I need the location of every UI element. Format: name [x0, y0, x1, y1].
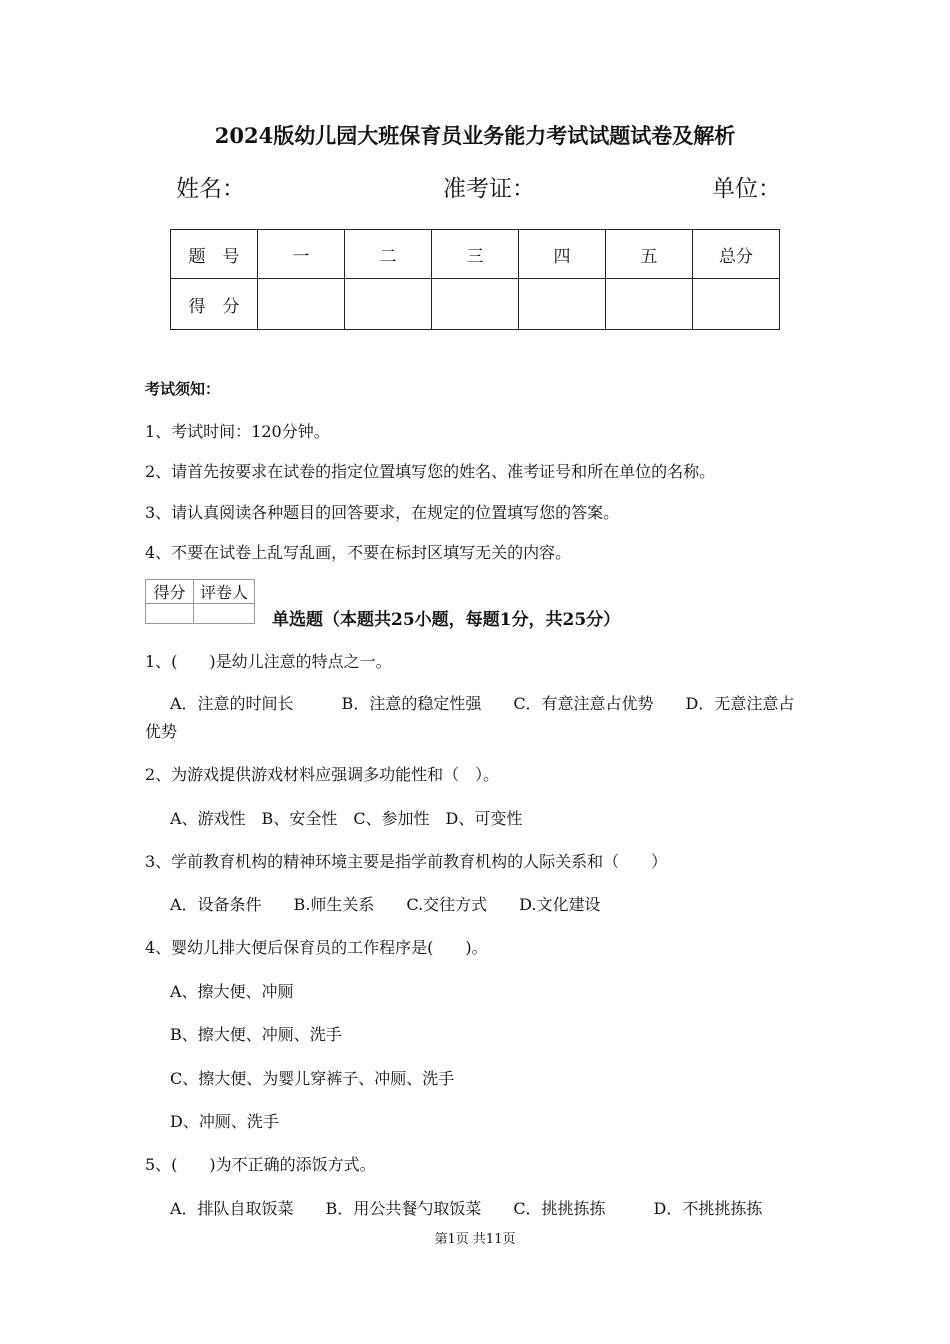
grader-reviewer-cell[interactable]: [194, 604, 255, 624]
score-table-header-cell: 题 号: [171, 230, 258, 279]
score-cell[interactable]: [606, 279, 693, 330]
question-2: 2、为游戏提供游戏材料应强调多功能性和（ ）。: [145, 765, 500, 784]
question-1: 1、( )是幼儿注意的特点之一。: [145, 652, 392, 671]
score-table-header-cell: 总分: [693, 230, 780, 279]
score-table-header-cell: 二: [345, 230, 432, 279]
question-1-options-wrap: 优势: [145, 722, 178, 741]
score-table-header-row: [171, 230, 780, 279]
score-table-header-cell: 三: [432, 230, 519, 279]
notice-item: 4、不要在试卷上乱写乱画，不要在标封区填写无关的内容。: [145, 543, 572, 562]
question-1-options: A．注意的时间长 B．注意的稳定性强 C．有意注意占优势 D．无意注意占: [170, 694, 795, 713]
unit-field-label: 单位：: [712, 176, 781, 202]
question-3: 3、学前教育机构的精神环境主要是指学前教育机构的人际关系和（ ）: [145, 852, 668, 871]
notice-item: 1、考试时间：120分钟。: [145, 422, 330, 441]
score-table: [170, 229, 780, 330]
question-4: 4、婴幼儿排大便后保育员的工作程序是( )。: [145, 938, 488, 957]
score-table-row-label: 得 分: [171, 279, 258, 330]
question-3-options: A．设备条件 B.师生关系 C.交往方式 D.文化建设: [170, 895, 601, 914]
page-footer: 第1页 共11页: [434, 1232, 516, 1247]
score-table-header-cell: 四: [519, 230, 606, 279]
question-4-option-b: B、擦大便、冲厕、洗手: [170, 1025, 342, 1044]
score-cell[interactable]: [432, 279, 519, 330]
question-4-option-d: D、冲厕、洗手: [170, 1112, 279, 1131]
notice-item: 3、请认真阅读各种题目的回答要求，在规定的位置填写您的答案。: [145, 503, 620, 522]
question-4-option-c: C、擦大便、为婴儿穿裤子、冲厕、洗手: [170, 1069, 455, 1088]
name-field-label: 姓名：: [176, 176, 245, 202]
page-title: 2024版幼儿园大班保育员业务能力考试试题试卷及解析: [214, 123, 736, 148]
score-cell[interactable]: [258, 279, 345, 330]
score-cell[interactable]: [519, 279, 606, 330]
question-5: 5、( )为不正确的添饭方式。: [145, 1155, 376, 1174]
section-title: 单选题（本题共25小题，每题1分，共25分）: [272, 610, 621, 630]
question-5-options: A．排队自取饭菜 B．用公共餐勺取饭菜 C．挑挑拣拣 D．不挑挑拣拣: [170, 1199, 763, 1218]
notice-heading: 考试须知：: [145, 380, 221, 398]
question-4-option-a: A、擦大便、冲厕: [170, 982, 294, 1001]
exam-number-field-label: 准考证：: [443, 176, 535, 202]
score-cell[interactable]: [693, 279, 780, 330]
grader-box: [145, 579, 255, 624]
score-table-header-cell: 一: [258, 230, 345, 279]
grader-score-cell[interactable]: [146, 604, 194, 624]
grader-score-label: 得分: [146, 580, 194, 604]
score-table-score-row: [171, 279, 780, 330]
score-table-header-cell: 五: [606, 230, 693, 279]
score-cell[interactable]: [345, 279, 432, 330]
notice-item: 2、请首先按要求在试卷的指定位置填写您的姓名、准考证号和所在单位的名称。: [145, 462, 716, 481]
grader-reviewer-label: 评卷人: [194, 580, 255, 604]
question-2-options: A、游戏性 B、安全性 C、参加性 D、可变性: [170, 809, 523, 828]
